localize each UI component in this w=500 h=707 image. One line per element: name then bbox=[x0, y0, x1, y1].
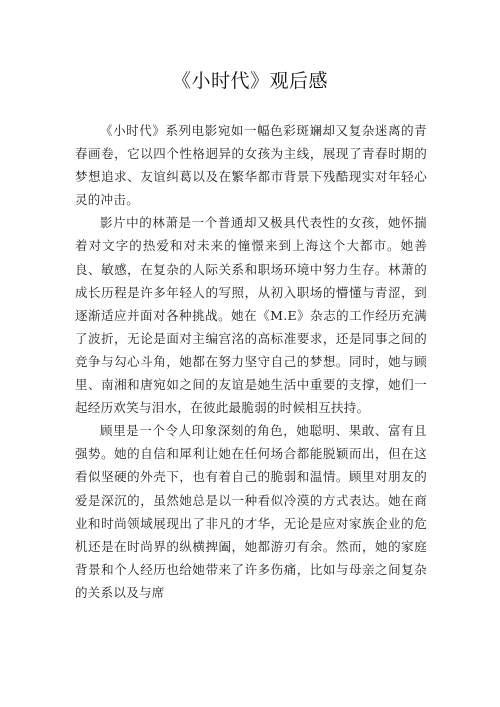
document-title: 《小时代》观后感 bbox=[171, 70, 328, 92]
paragraph-3: 顾里是一个令人印象深刻的角色，她聪明、果敢、富有且强势。她的自信和犀利让她在任何场合都能脱颖而出，但在这看似坚硬的外壳下，也有着自己的脆弱和温情。顾里对朋友的爱是深沉的，虽然她总是以一种看似冷漠的方式表达。她在商业和时尚领域展现出了非凡的才华，无论是应对家族企业的危机还是在时尚界的纵横捭阖，她都游刃有余。然而，她的家庭背景和个人经历也给她带来了许多伤痛，比如与母亲之间复杂的关系以及与席 bbox=[75, 423, 427, 600]
paragraph-2: 影片中的林萧是一个普通却又极具代表性的女孩，她怀揣着对文字的热爱和对未来的憧憬来到上海这个大都市。她善良、敏感，在复杂的人际关系和职场环境中努力生存。林萧的成长历程是许多年轻人的写照，从初入职场的懵懂与青涩，到逐渐适应并面对各种挑战。她在《M.E》杂志的工作经历充满了波折，无论是面对主编宫洺的高标准要求，还是同事之间的竞争与勾心斗角，她都在努力坚守自己的梦想。同时，她与顾里、南湘和唐宛如之间的友谊是她生活中重要的支撑，她们一起经历欢笑与泪水，在彼此最脆弱的时候相互扶持。 bbox=[75, 215, 427, 416]
paragraph-1: 《小时代》系列电影宛如一幅色彩斑斓却又复杂迷离的青春画卷，它以四个性格迥异的女孩为主线，展现了青春时期的梦想追求、友谊纠葛以及在繁华都市背景下残酷现实对年轻心灵的冲击。 bbox=[75, 123, 427, 208]
document-body bbox=[75, 119, 427, 604]
